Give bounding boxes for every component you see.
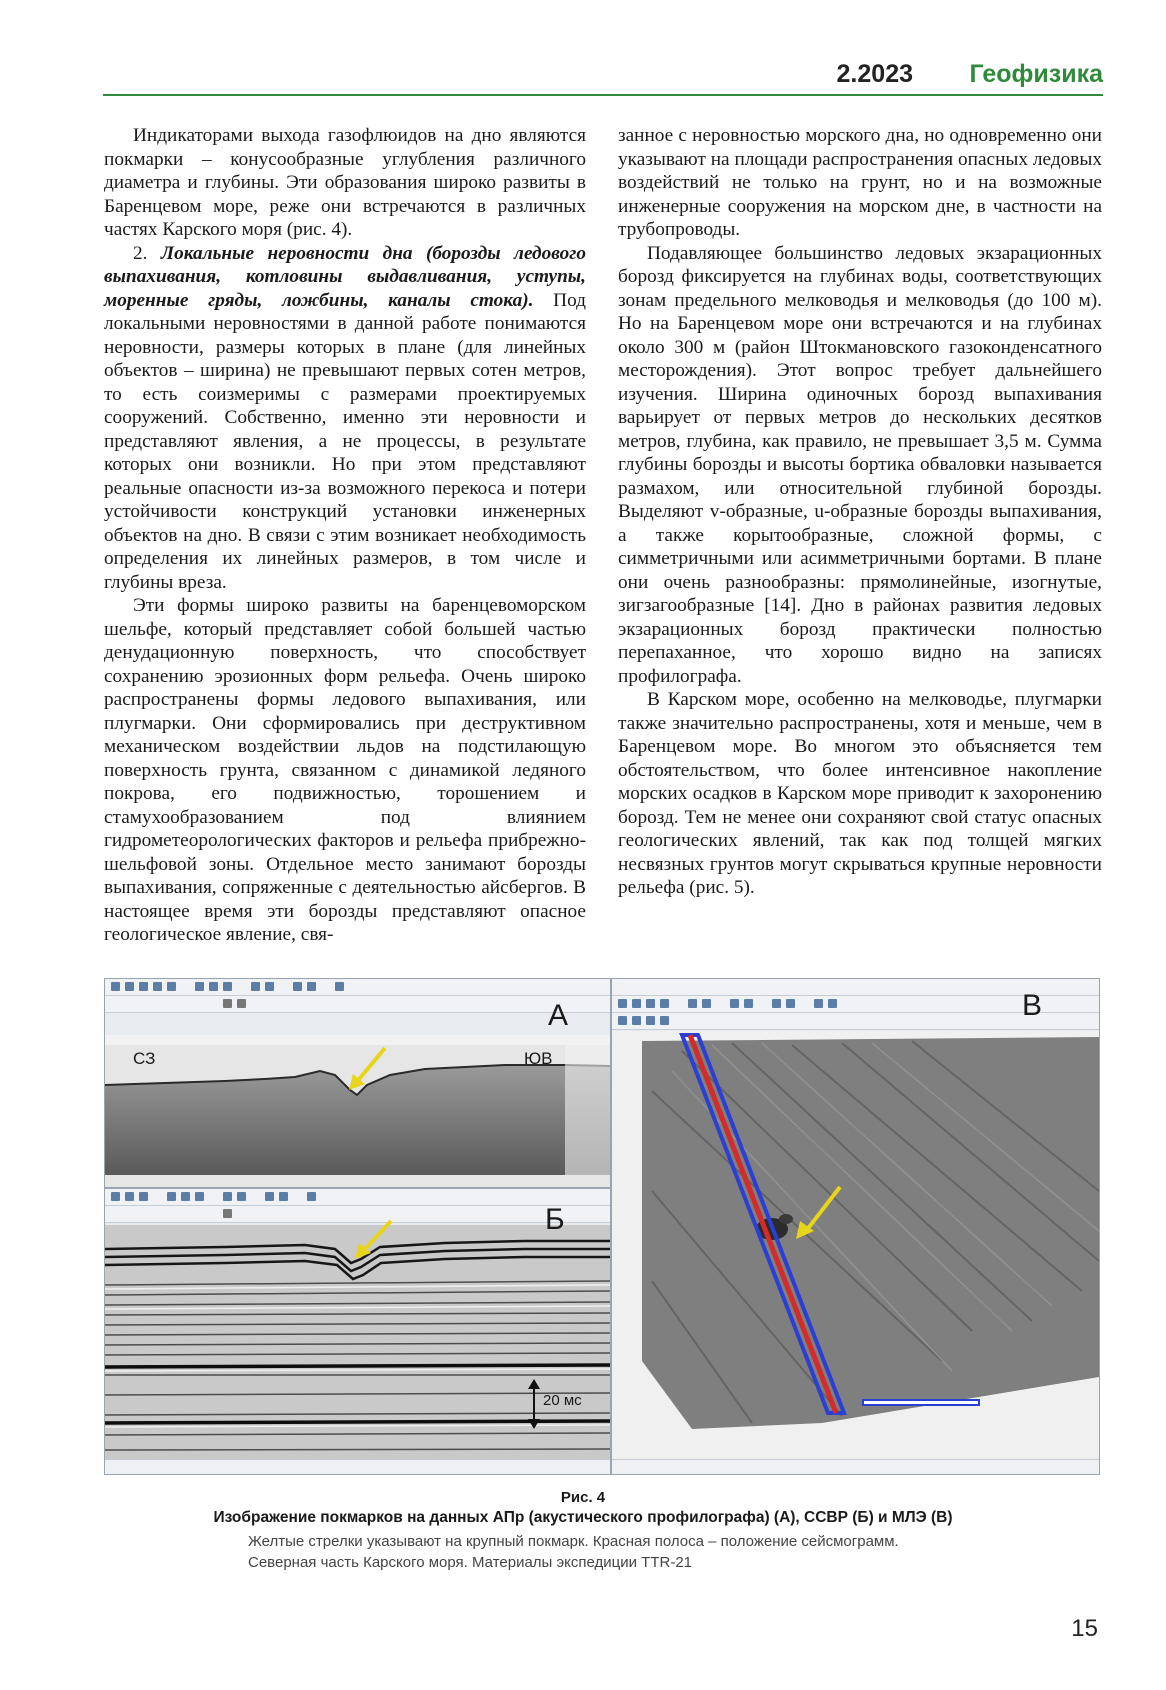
page-header bbox=[103, 56, 1103, 96]
paragraph: Эти формы широко развиты на баренцевоморском шельфе, который представляет собой большей частью денудационную поверхность, что способствует сохранению эрозионных форм рельефа. Очень широко распространены формы ледового выпахивания, или плугмарки. Они сформировались при деструктивном механическом воздействии льдов на подстилающую поверхность грунта, связанном с динамикой ледяного покрова, его подвижностью, торошением и стамухообразованием под влиянием гидрометеорологических факторов и рельефа прибрежно-шельфовой зоны. Отдельное место занимают борозды выпахивания, сопряженные с деятельностью айсбергов. В настоящее время эти борозды представляют опасное геологическое явление, свя- bbox=[104, 595, 586, 945]
figure-caption-title: Изображение покмарков на данных АПр (акустического профилографа) (А), ССВР (Б) и МЛЭ (В) bbox=[213, 1509, 953, 1526]
figure-caption-note-line: Северная часть Карского моря. Материалы экспедиции TTR-21 bbox=[248, 1554, 693, 1571]
panel-c-letter: В bbox=[1022, 989, 1043, 1022]
paragraph-body: Под локальными неровностями в данной работе понимаются неровности, размеры которых в плане (для линейных объектов – ширина) не превышают первых сотен метров, то есть соизмеримы с размерами проектируемых сооружений. Собственно, именно эти неровности и представляют явления, а не процессы, в результате которых они возникли. Но при этом представляют реальные опасности из-за возможного перекоса и потери устойчивости конструкций установки инженерных объектов на дно. В связи с этим возникает необходимость определения их линейных размеров, в том числе и глубины вреза. bbox=[104, 289, 586, 593]
figure-caption-note-line: Желтые стрелки указывают на крупный покмарк. Красная полоса – положение сейсмограмм. bbox=[248, 1533, 899, 1550]
paragraph: занное с неровностью морского дна, но одновременно они указывают на площади распространения опасных ледовых воздействий не только на грунт, но и на возможные инженерные сооружения на морском дне, в частности на трубопроводы. bbox=[618, 125, 1102, 240]
figure-caption-note bbox=[248, 1531, 1048, 1573]
paragraph: Индикаторами выхода газофлюидов на дно являются покмарки – конусообразные углубления различного диаметра и глубины. Эти образования широко развиты в Баренцевом море, реже они встречаются в различных частях Карского моря (рис. 4). bbox=[104, 125, 586, 240]
panel-c-yellow-arrow-icon bbox=[792, 1183, 846, 1243]
paragraph bbox=[104, 242, 586, 595]
panel-b-window bbox=[104, 1188, 611, 1475]
panel-c-status-bar bbox=[612, 1459, 1099, 1474]
panel-b-yellow-arrow-icon bbox=[351, 1217, 397, 1261]
panel-a-letter: А bbox=[548, 999, 569, 1032]
panel-b-letter: Б bbox=[545, 1203, 565, 1236]
header-rule bbox=[103, 94, 1103, 96]
figure-4 bbox=[104, 978, 1098, 1473]
figure-caption-number: Рис. 4 bbox=[560, 1489, 606, 1506]
panel-b-scale-bar-icon bbox=[527, 1379, 541, 1429]
panel-a-toolbar bbox=[105, 979, 610, 996]
paragraph: В Карском море, особенно на мелководье, плугмарки также значительно распространены, хотя и меньше, чем в Баренцевом море. Во многом это объясняется тем обстоятельством, что более интенсивное накопление морских осадков в Карском море приводит к захоронению борозд. Тем не менее они сохраняют свой статус опасных геологических явлений, так как под толщей мягких несвязных грунтов могут скрываться крупные неровности рельефа (рис. 5). bbox=[618, 689, 1102, 898]
right-column bbox=[618, 124, 1102, 900]
panel-a-window bbox=[104, 978, 611, 1188]
panel-b-status-bar bbox=[105, 1459, 610, 1474]
list-number: 2. bbox=[133, 242, 148, 264]
panel-a-toolbar-2 bbox=[105, 996, 610, 1013]
page-number: 15 bbox=[1071, 1615, 1098, 1642]
left-column bbox=[104, 124, 586, 947]
journal-title: Геофизика bbox=[969, 60, 1103, 88]
panel-c-bathymetry bbox=[612, 1031, 1099, 1459]
panel-b-toolbar bbox=[105, 1189, 610, 1206]
paragraph: Подавляющее большинство ледовых экзарационных борозд фиксируется на глубинах воды, соответствующих зонам предельного мелководья и мелководья (до 100 м). Но на Баренцевом море они встречаются и на глубинах около 300 м (район Штокмановского газоконденсатного месторождения). Этот вопрос требует дальнейшего изучения. Ширина одиночных борозд выпахивания варьирует от первых метров до нескольких десятков метров, глубина, как правило, не превышает 3,5 м. Сумма глубины борозды и высоты бортика обваловки называется размахом, или относительной глубиной борозды. Выделяют v-образные, u-образные борозды выпахивания, а также корытообразные, сложной формы, с симметричными или асимметричными бортами. В плане они очень разнообразны: прямолинейные, изогнутые, зигзагообразные [14]. Дно в районах развития ледовых экзарационных борозд практически полностью перепаханное, что хорошо видно на записях профилографа. bbox=[618, 242, 1102, 687]
panel-a-nw-label: СЗ bbox=[133, 1049, 156, 1068]
issue-number: 2.2023 bbox=[836, 60, 913, 88]
panel-c-window bbox=[611, 978, 1100, 1475]
section-heading: Локальные неровности дна (борозды ледового выпахивания, котловины выдавливания, уступы, моренные гряды, ложбины, каналы стока). bbox=[104, 242, 586, 311]
panel-a-yellow-arrow-icon bbox=[345, 1044, 395, 1094]
panel-a-se-label: ЮВ bbox=[524, 1049, 553, 1068]
panel-b-scale-label: 20 мс bbox=[543, 1392, 582, 1409]
